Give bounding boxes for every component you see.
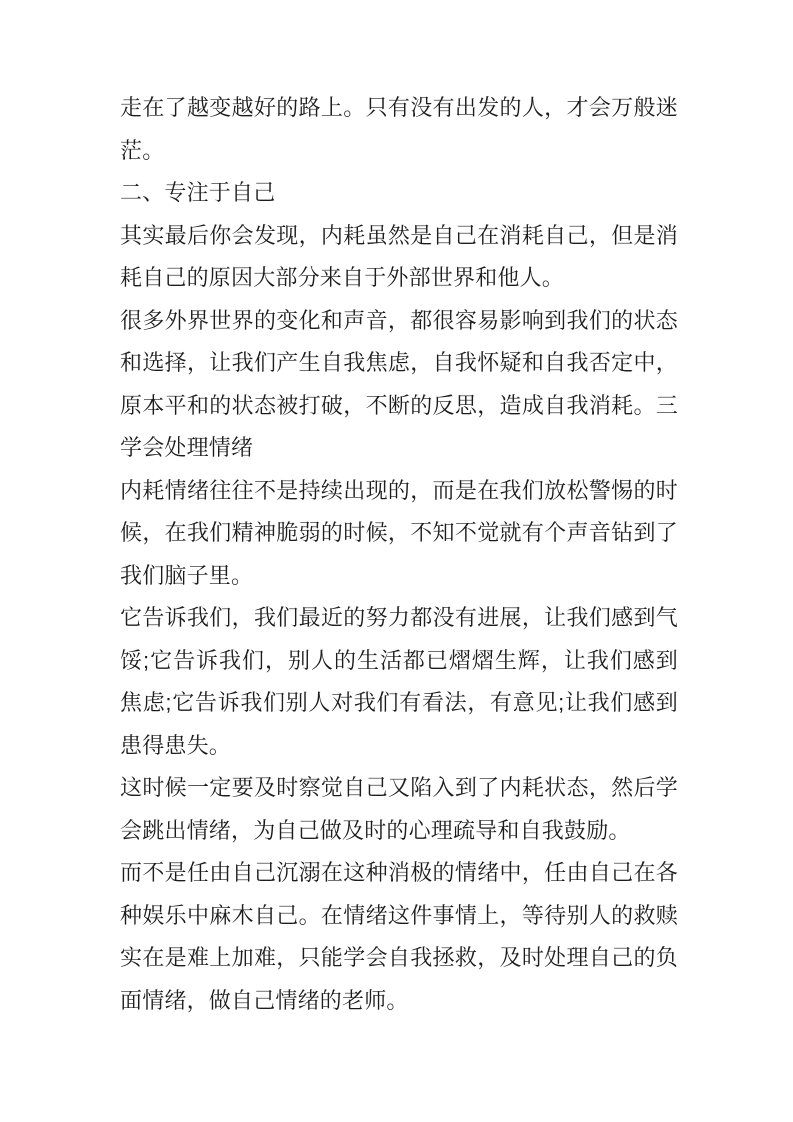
paragraph: 它告诉我们，我们最近的努力都没有进展，让我们感到气馁;它告诉我们，别人的生活都已熠熠生辉，让我们感到焦虑;它告诉我们别人对我们有看法，有意见;让我们感到患得患失。 [120, 605, 678, 758]
paragraph: 内耗情绪往往不是持续出现的，而是在我们放松警惕的时候，在我们精神脆弱的时候，不知不觉就有个声音钻到了我们脑子里。 [120, 477, 678, 588]
paragraph: 其实最后你会发现，内耗虽然是自己在消耗自己，但是消耗自己的原因大部分来自于外部世界和他人。 [120, 222, 678, 290]
paragraph: 很多外界世界的变化和声音，都很容易影响到我们的状态和选择，让我们产生自我焦虑，自我怀疑和自我否定中，原本平和的状态被打破，不断的反思，造成自我消耗。三学会处理情绪 [120, 307, 678, 460]
paragraph: 而不是任由自己沉溺在这种消极的情绪中，任由自己在各种娱乐中麻木自己。在情绪这件事情上，等待别人的救赎实在是难上加难，只能学会自我拯救，及时处理自己的负面情绪，做自己情绪的老师。 [120, 860, 678, 1013]
paragraph: 二、专注于自己 [120, 180, 276, 205]
document-body [120, 87, 678, 1022]
paragraph: 这时候一定要及时察觉自己又陷入到了内耗状态，然后学会跳出情绪，为自己做及时的心理疏导和自我鼓励。 [120, 775, 678, 843]
paragraph: 走在了越变越好的路上。只有没有出发的人，才会万般迷茫。 [120, 95, 678, 163]
